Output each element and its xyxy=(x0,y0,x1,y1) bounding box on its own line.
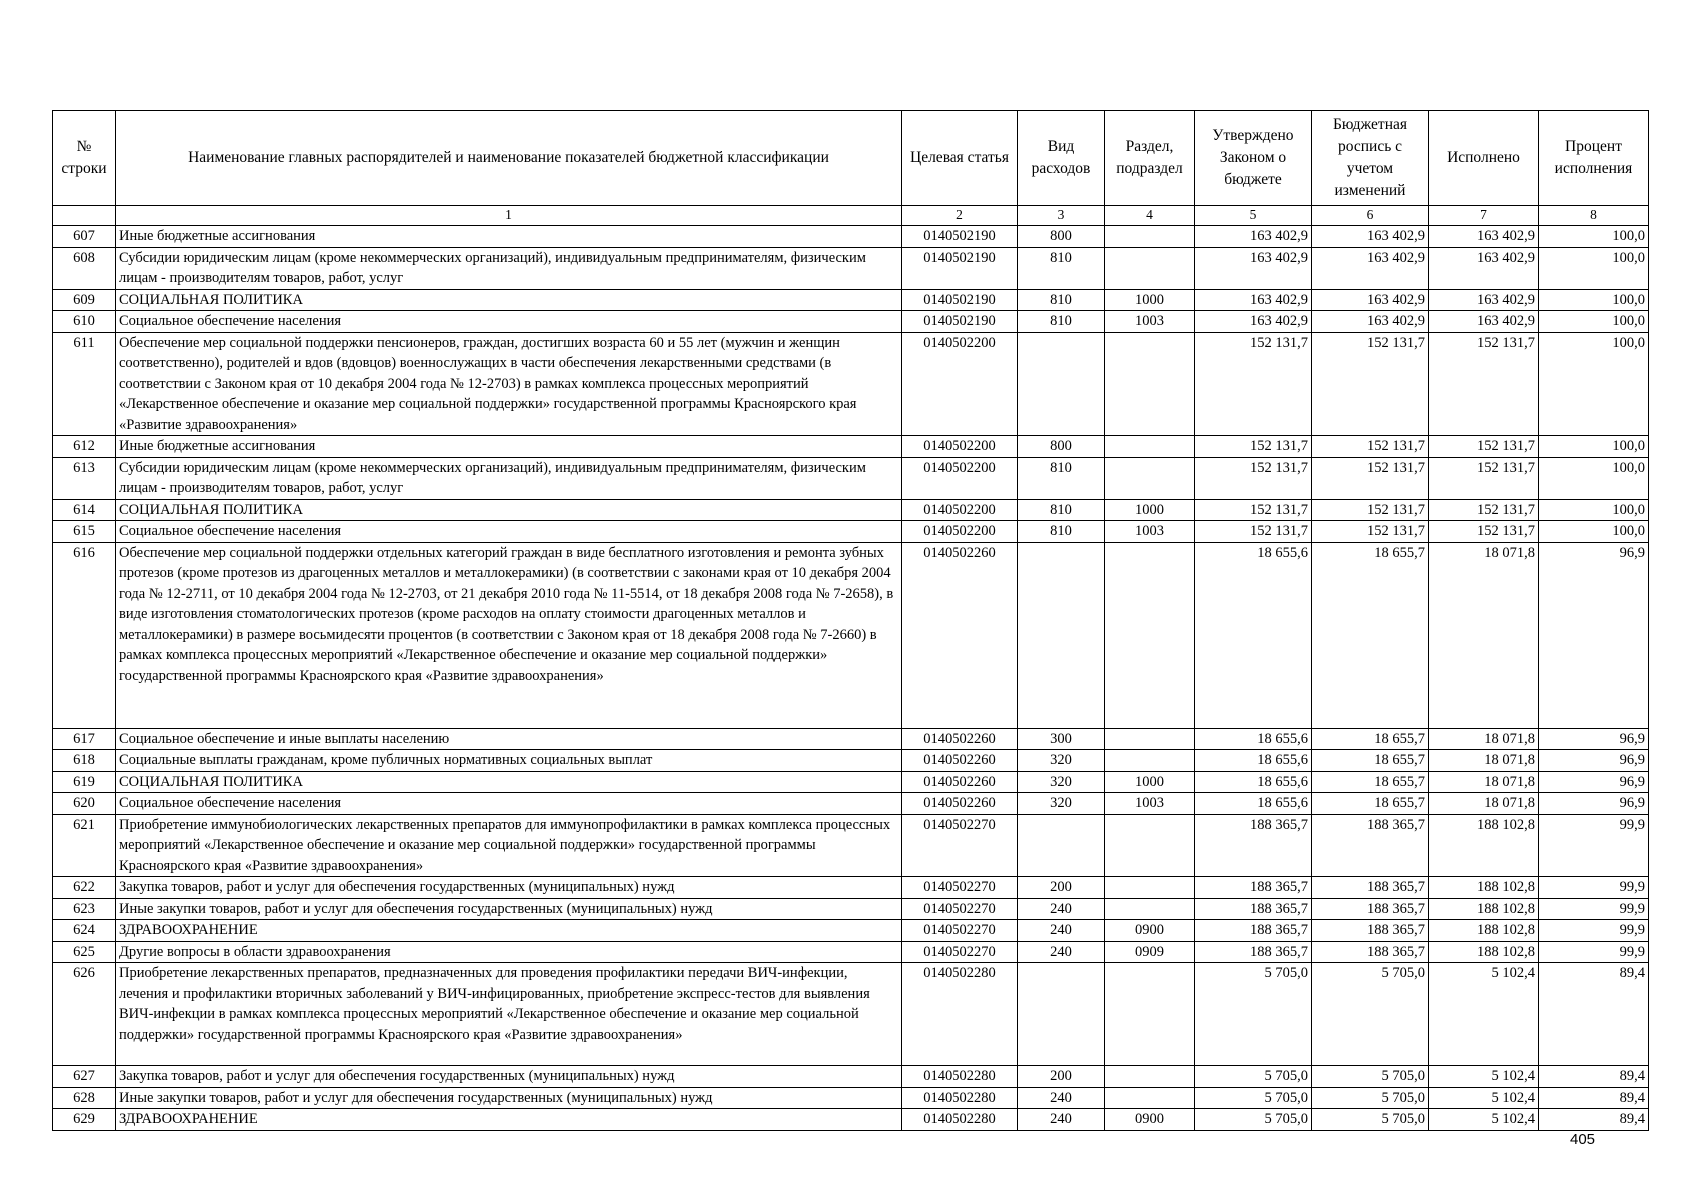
budget-schedule-value: 152 131,7 xyxy=(1312,436,1429,458)
target-article: 0140502260 xyxy=(902,793,1018,815)
header-name: Наименование главных распорядителей и наименование показателей бюджетной классификации xyxy=(116,111,902,206)
percent-value: 96,9 xyxy=(1539,750,1649,772)
row-number: 617 xyxy=(53,728,116,750)
section xyxy=(1105,814,1195,877)
section xyxy=(1105,898,1195,920)
expense-type xyxy=(1018,963,1105,1066)
expense-type: 240 xyxy=(1018,1109,1105,1131)
row-number: 621 xyxy=(53,814,116,877)
column-number: 8 xyxy=(1539,206,1649,226)
header-row-number: № строки xyxy=(53,111,116,206)
budget-schedule-value: 152 131,7 xyxy=(1312,332,1429,436)
header-executed: Исполнено xyxy=(1429,111,1539,206)
column-number xyxy=(53,206,116,226)
section xyxy=(1105,963,1195,1066)
expense-type: 240 xyxy=(1018,941,1105,963)
row-name: Социальное обеспечение населения xyxy=(116,521,902,543)
table-row xyxy=(53,542,1649,728)
row-name: Иные закупки товаров, работ и услуг для обеспечения государственных (муниципальных) нужд xyxy=(116,1087,902,1109)
row-number: 619 xyxy=(53,771,116,793)
row-name: Закупка товаров, работ и услуг для обеспечения государственных (муниципальных) нужд xyxy=(116,1066,902,1088)
target-article: 0140502200 xyxy=(902,436,1018,458)
row-name: Иные бюджетные ассигнования xyxy=(116,436,902,458)
section xyxy=(1105,1066,1195,1088)
target-article: 0140502270 xyxy=(902,898,1018,920)
section: 1000 xyxy=(1105,289,1195,311)
header-row xyxy=(53,111,1649,206)
table-row xyxy=(53,877,1649,899)
executed-value: 5 102,4 xyxy=(1429,1066,1539,1088)
expense-type: 300 xyxy=(1018,728,1105,750)
row-number: 609 xyxy=(53,289,116,311)
percent-value: 96,9 xyxy=(1539,728,1649,750)
percent-value: 96,9 xyxy=(1539,793,1649,815)
executed-value: 18 071,8 xyxy=(1429,793,1539,815)
approved-value: 152 131,7 xyxy=(1195,332,1312,436)
table-row xyxy=(53,920,1649,942)
approved-value: 5 705,0 xyxy=(1195,1066,1312,1088)
target-article: 0140502260 xyxy=(902,750,1018,772)
approved-value: 5 705,0 xyxy=(1195,1087,1312,1109)
row-name: СОЦИАЛЬНАЯ ПОЛИТИКА xyxy=(116,499,902,521)
approved-value: 5 705,0 xyxy=(1195,963,1312,1066)
approved-value: 152 131,7 xyxy=(1195,499,1312,521)
row-name: Обеспечение мер социальной поддержки пенсионеров, граждан, достигших возраста 60 и 55 лет (мужчин и женщин соответственно), родителей и вдов (вдовцов) военнослужащих в части обеспечения лекарственными средствами (в соответствии с Законом края от 10 декабря 2004 года № 12-2703) в рамках комплекса процессных мероприятий «Лекарственное обеспечение и оказание мер социальной поддержки» государственной программы Красноярского края «Развитие здравоохранения» xyxy=(116,332,902,436)
header-section: Раздел, подраздел xyxy=(1105,111,1195,206)
row-name: Другие вопросы в области здравоохранения xyxy=(116,941,902,963)
budget-schedule-value: 188 365,7 xyxy=(1312,877,1429,899)
budget-schedule-value: 5 705,0 xyxy=(1312,1087,1429,1109)
target-article: 0140502190 xyxy=(902,226,1018,248)
row-number: 628 xyxy=(53,1087,116,1109)
expense-type xyxy=(1018,814,1105,877)
approved-value: 188 365,7 xyxy=(1195,898,1312,920)
approved-value: 163 402,9 xyxy=(1195,289,1312,311)
budget-schedule-value: 163 402,9 xyxy=(1312,247,1429,289)
section xyxy=(1105,436,1195,458)
row-number: 611 xyxy=(53,332,116,436)
target-article: 0140502190 xyxy=(902,311,1018,333)
table-row xyxy=(53,521,1649,543)
table-row xyxy=(53,963,1649,1066)
percent-value: 100,0 xyxy=(1539,521,1649,543)
header-target-article: Целевая статья xyxy=(902,111,1018,206)
table-row xyxy=(53,814,1649,877)
approved-value: 188 365,7 xyxy=(1195,941,1312,963)
row-name: Приобретение лекарственных препаратов, предназначенных для проведения профилактики передачи ВИЧ-инфекции, лечения и профилактики вторичных заболеваний у ВИЧ-инфицированных, приобретение экспресс-тестов для выявления ВИЧ-инфекции в рамках комплекса процессных мероприятий «Лекарственное обеспечение и оказание мер социальной поддержки» государственной программы Красноярского края «Развитие здравоохранения» xyxy=(116,963,902,1066)
approved-value: 5 705,0 xyxy=(1195,1109,1312,1131)
approved-value: 163 402,9 xyxy=(1195,226,1312,248)
expense-type: 810 xyxy=(1018,521,1105,543)
budget-schedule-value: 5 705,0 xyxy=(1312,1109,1429,1131)
column-number: 2 xyxy=(902,206,1018,226)
executed-value: 163 402,9 xyxy=(1429,311,1539,333)
percent-value: 99,9 xyxy=(1539,920,1649,942)
target-article: 0140502270 xyxy=(902,920,1018,942)
column-number: 5 xyxy=(1195,206,1312,226)
row-number: 620 xyxy=(53,793,116,815)
row-number: 615 xyxy=(53,521,116,543)
target-article: 0140502190 xyxy=(902,289,1018,311)
row-name: Закупка товаров, работ и услуг для обеспечения государственных (муниципальных) нужд xyxy=(116,877,902,899)
column-numbers-row xyxy=(53,206,1649,226)
section xyxy=(1105,457,1195,499)
percent-value: 96,9 xyxy=(1539,771,1649,793)
row-name: Социальное обеспечение и иные выплаты населению xyxy=(116,728,902,750)
approved-value: 152 131,7 xyxy=(1195,457,1312,499)
target-article: 0140502270 xyxy=(902,877,1018,899)
row-number: 622 xyxy=(53,877,116,899)
executed-value: 18 071,8 xyxy=(1429,728,1539,750)
section xyxy=(1105,247,1195,289)
column-number: 6 xyxy=(1312,206,1429,226)
executed-value: 5 102,4 xyxy=(1429,1087,1539,1109)
row-name: СОЦИАЛЬНАЯ ПОЛИТИКА xyxy=(116,771,902,793)
row-number: 607 xyxy=(53,226,116,248)
executed-value: 18 071,8 xyxy=(1429,771,1539,793)
expense-type: 240 xyxy=(1018,920,1105,942)
percent-value: 100,0 xyxy=(1539,247,1649,289)
expense-type: 320 xyxy=(1018,771,1105,793)
budget-schedule-value: 152 131,7 xyxy=(1312,499,1429,521)
expense-type: 810 xyxy=(1018,247,1105,289)
page-number: 405 xyxy=(1570,1131,1596,1148)
expense-type: 810 xyxy=(1018,499,1105,521)
target-article: 0140502200 xyxy=(902,332,1018,436)
table-row xyxy=(53,499,1649,521)
expense-type: 800 xyxy=(1018,436,1105,458)
approved-value: 188 365,7 xyxy=(1195,877,1312,899)
executed-value: 188 102,8 xyxy=(1429,877,1539,899)
expense-type xyxy=(1018,542,1105,728)
executed-value: 5 102,4 xyxy=(1429,963,1539,1066)
budget-schedule-value: 152 131,7 xyxy=(1312,457,1429,499)
executed-value: 18 071,8 xyxy=(1429,542,1539,728)
percent-value: 96,9 xyxy=(1539,542,1649,728)
row-number: 627 xyxy=(53,1066,116,1088)
executed-value: 163 402,9 xyxy=(1429,289,1539,311)
section xyxy=(1105,728,1195,750)
header-approved: Утверждено Законом о бюджете xyxy=(1195,111,1312,206)
approved-value: 18 655,6 xyxy=(1195,793,1312,815)
percent-value: 100,0 xyxy=(1539,289,1649,311)
column-number: 4 xyxy=(1105,206,1195,226)
executed-value: 152 131,7 xyxy=(1429,457,1539,499)
row-name: Социальное обеспечение населения xyxy=(116,311,902,333)
section: 1003 xyxy=(1105,521,1195,543)
target-article: 0140502280 xyxy=(902,963,1018,1066)
budget-schedule-value: 188 365,7 xyxy=(1312,898,1429,920)
percent-value: 99,9 xyxy=(1539,877,1649,899)
table-row xyxy=(53,332,1649,436)
percent-value: 89,4 xyxy=(1539,1109,1649,1131)
row-name: Социальные выплаты гражданам, кроме публичных нормативных социальных выплат xyxy=(116,750,902,772)
expense-type: 240 xyxy=(1018,1087,1105,1109)
table-row xyxy=(53,1087,1649,1109)
section xyxy=(1105,877,1195,899)
approved-value: 18 655,6 xyxy=(1195,771,1312,793)
target-article: 0140502280 xyxy=(902,1087,1018,1109)
row-number: 624 xyxy=(53,920,116,942)
section: 1000 xyxy=(1105,499,1195,521)
executed-value: 152 131,7 xyxy=(1429,436,1539,458)
row-number: 625 xyxy=(53,941,116,963)
percent-value: 89,4 xyxy=(1539,1066,1649,1088)
budget-schedule-value: 163 402,9 xyxy=(1312,226,1429,248)
percent-value: 89,4 xyxy=(1539,1087,1649,1109)
section: 1000 xyxy=(1105,771,1195,793)
approved-value: 163 402,9 xyxy=(1195,311,1312,333)
row-number: 616 xyxy=(53,542,116,728)
target-article: 0140502190 xyxy=(902,247,1018,289)
percent-value: 89,4 xyxy=(1539,963,1649,1066)
expense-type xyxy=(1018,332,1105,436)
column-number: 1 xyxy=(116,206,902,226)
budget-schedule-value: 18 655,7 xyxy=(1312,728,1429,750)
table-row xyxy=(53,226,1649,248)
section xyxy=(1105,332,1195,436)
expense-type: 800 xyxy=(1018,226,1105,248)
row-number: 618 xyxy=(53,750,116,772)
percent-value: 100,0 xyxy=(1539,499,1649,521)
row-number: 629 xyxy=(53,1109,116,1131)
expense-type: 320 xyxy=(1018,750,1105,772)
percent-value: 99,9 xyxy=(1539,941,1649,963)
table-row xyxy=(53,728,1649,750)
target-article: 0140502200 xyxy=(902,521,1018,543)
column-number: 3 xyxy=(1018,206,1105,226)
row-name: Субсидии юридическим лицам (кроме некоммерческих организаций), индивидуальным предпринимателям, физическим лицам - производителям товаров, работ, услуг xyxy=(116,457,902,499)
expense-type: 240 xyxy=(1018,898,1105,920)
budget-schedule-value: 5 705,0 xyxy=(1312,963,1429,1066)
row-name: Субсидии юридическим лицам (кроме некоммерческих организаций), индивидуальным предпринимателям, физическим лицам - производителям товаров, работ, услуг xyxy=(116,247,902,289)
section xyxy=(1105,1087,1195,1109)
executed-value: 188 102,8 xyxy=(1429,814,1539,877)
section xyxy=(1105,226,1195,248)
executed-value: 5 102,4 xyxy=(1429,1109,1539,1131)
approved-value: 18 655,6 xyxy=(1195,542,1312,728)
section: 0900 xyxy=(1105,1109,1195,1131)
row-name: ЗДРАВООХРАНЕНИЕ xyxy=(116,1109,902,1131)
executed-value: 18 071,8 xyxy=(1429,750,1539,772)
expense-type: 810 xyxy=(1018,457,1105,499)
target-article: 0140502260 xyxy=(902,542,1018,728)
executed-value: 152 131,7 xyxy=(1429,332,1539,436)
percent-value: 99,9 xyxy=(1539,898,1649,920)
row-number: 612 xyxy=(53,436,116,458)
target-article: 0140502270 xyxy=(902,814,1018,877)
table-row xyxy=(53,1109,1649,1131)
target-article: 0140502270 xyxy=(902,941,1018,963)
budget-schedule-value: 18 655,7 xyxy=(1312,793,1429,815)
table-row xyxy=(53,793,1649,815)
expense-type: 200 xyxy=(1018,1066,1105,1088)
table-row xyxy=(53,771,1649,793)
row-name: Иные бюджетные ассигнования xyxy=(116,226,902,248)
approved-value: 163 402,9 xyxy=(1195,247,1312,289)
table-row xyxy=(53,750,1649,772)
row-number: 613 xyxy=(53,457,116,499)
budget-schedule-value: 18 655,7 xyxy=(1312,771,1429,793)
row-name: ЗДРАВООХРАНЕНИЕ xyxy=(116,920,902,942)
header-expense-type: Вид расходов xyxy=(1018,111,1105,206)
percent-value: 100,0 xyxy=(1539,226,1649,248)
executed-value: 163 402,9 xyxy=(1429,226,1539,248)
expense-type: 810 xyxy=(1018,311,1105,333)
table-row xyxy=(53,311,1649,333)
executed-value: 188 102,8 xyxy=(1429,920,1539,942)
budget-schedule-value: 163 402,9 xyxy=(1312,311,1429,333)
expense-type: 320 xyxy=(1018,793,1105,815)
table-row xyxy=(53,1066,1649,1088)
budget-schedule-value: 163 402,9 xyxy=(1312,289,1429,311)
percent-value: 99,9 xyxy=(1539,814,1649,877)
executed-value: 188 102,8 xyxy=(1429,941,1539,963)
percent-value: 100,0 xyxy=(1539,311,1649,333)
budget-schedule-value: 5 705,0 xyxy=(1312,1066,1429,1088)
approved-value: 18 655,6 xyxy=(1195,728,1312,750)
table-body xyxy=(53,226,1649,1131)
row-number: 626 xyxy=(53,963,116,1066)
executed-value: 163 402,9 xyxy=(1429,247,1539,289)
table-row xyxy=(53,247,1649,289)
table-row xyxy=(53,457,1649,499)
percent-value: 100,0 xyxy=(1539,457,1649,499)
row-name: Иные закупки товаров, работ и услуг для обеспечения государственных (муниципальных) нужд xyxy=(116,898,902,920)
expense-type: 810 xyxy=(1018,289,1105,311)
percent-value: 100,0 xyxy=(1539,332,1649,436)
executed-value: 188 102,8 xyxy=(1429,898,1539,920)
row-name: Приобретение иммунобиологических лекарственных препаратов для иммунопрофилактики в рамках комплекса процессных мероприятий «Лекарственное обеспечение и оказание мер социальной поддержки» государственной программы Красноярского края «Развитие здравоохранения» xyxy=(116,814,902,877)
table-row xyxy=(53,436,1649,458)
budget-schedule-value: 188 365,7 xyxy=(1312,941,1429,963)
row-number: 623 xyxy=(53,898,116,920)
approved-value: 152 131,7 xyxy=(1195,521,1312,543)
row-number: 614 xyxy=(53,499,116,521)
header-percent: Процент исполнения xyxy=(1539,111,1649,206)
section: 1003 xyxy=(1105,311,1195,333)
budget-table xyxy=(52,110,1649,1131)
table-row xyxy=(53,898,1649,920)
section xyxy=(1105,542,1195,728)
budget-schedule-value: 152 131,7 xyxy=(1312,521,1429,543)
table-row xyxy=(53,289,1649,311)
header-budget-schedule: Бюджетная роспись с учетом изменений xyxy=(1312,111,1429,206)
section: 1003 xyxy=(1105,793,1195,815)
row-number: 610 xyxy=(53,311,116,333)
approved-value: 152 131,7 xyxy=(1195,436,1312,458)
target-article: 0140502260 xyxy=(902,728,1018,750)
section xyxy=(1105,750,1195,772)
expense-type: 200 xyxy=(1018,877,1105,899)
target-article: 0140502280 xyxy=(902,1066,1018,1088)
percent-value: 100,0 xyxy=(1539,436,1649,458)
budget-schedule-value: 18 655,7 xyxy=(1312,542,1429,728)
row-name: Обеспечение мер социальной поддержки отдельных категорий граждан в виде бесплатного изготовления и ремонта зубных протезов (кроме протезов из драгоценных металлов и металлокерамики) (в соответствии с законами края от 10 декабря 2004 года № 12-2711, от 10 декабря 2004 года № 12-2703, от 21 декабря 2010 года № 11-5514, от 18 декабря 2008 года № 7-2658), в виде изготовления стоматологических протезов (кроме расходов на оплату стоимости драгоценных металлов и металлокерамики) в размере восьмидесяти процентов (в соответствии с Законом края от 18 декабря 2008 года № 7-2660) в рамках комплекса процессных мероприятий «Лекарственное обеспечение и оказание мер социальной поддержки» государственной программы Красноярского края «Развитие здравоохранения» xyxy=(116,542,902,728)
budget-schedule-value: 188 365,7 xyxy=(1312,814,1429,877)
target-article: 0140502200 xyxy=(902,457,1018,499)
budget-schedule-value: 188 365,7 xyxy=(1312,920,1429,942)
target-article: 0140502200 xyxy=(902,499,1018,521)
approved-value: 188 365,7 xyxy=(1195,814,1312,877)
section: 0909 xyxy=(1105,941,1195,963)
budget-schedule-value: 18 655,7 xyxy=(1312,750,1429,772)
table-row xyxy=(53,941,1649,963)
row-name: СОЦИАЛЬНАЯ ПОЛИТИКА xyxy=(116,289,902,311)
column-number: 7 xyxy=(1429,206,1539,226)
approved-value: 18 655,6 xyxy=(1195,750,1312,772)
target-article: 0140502260 xyxy=(902,771,1018,793)
approved-value: 188 365,7 xyxy=(1195,920,1312,942)
row-name: Социальное обеспечение населения xyxy=(116,793,902,815)
executed-value: 152 131,7 xyxy=(1429,521,1539,543)
row-number: 608 xyxy=(53,247,116,289)
executed-value: 152 131,7 xyxy=(1429,499,1539,521)
section: 0900 xyxy=(1105,920,1195,942)
target-article: 0140502280 xyxy=(902,1109,1018,1131)
